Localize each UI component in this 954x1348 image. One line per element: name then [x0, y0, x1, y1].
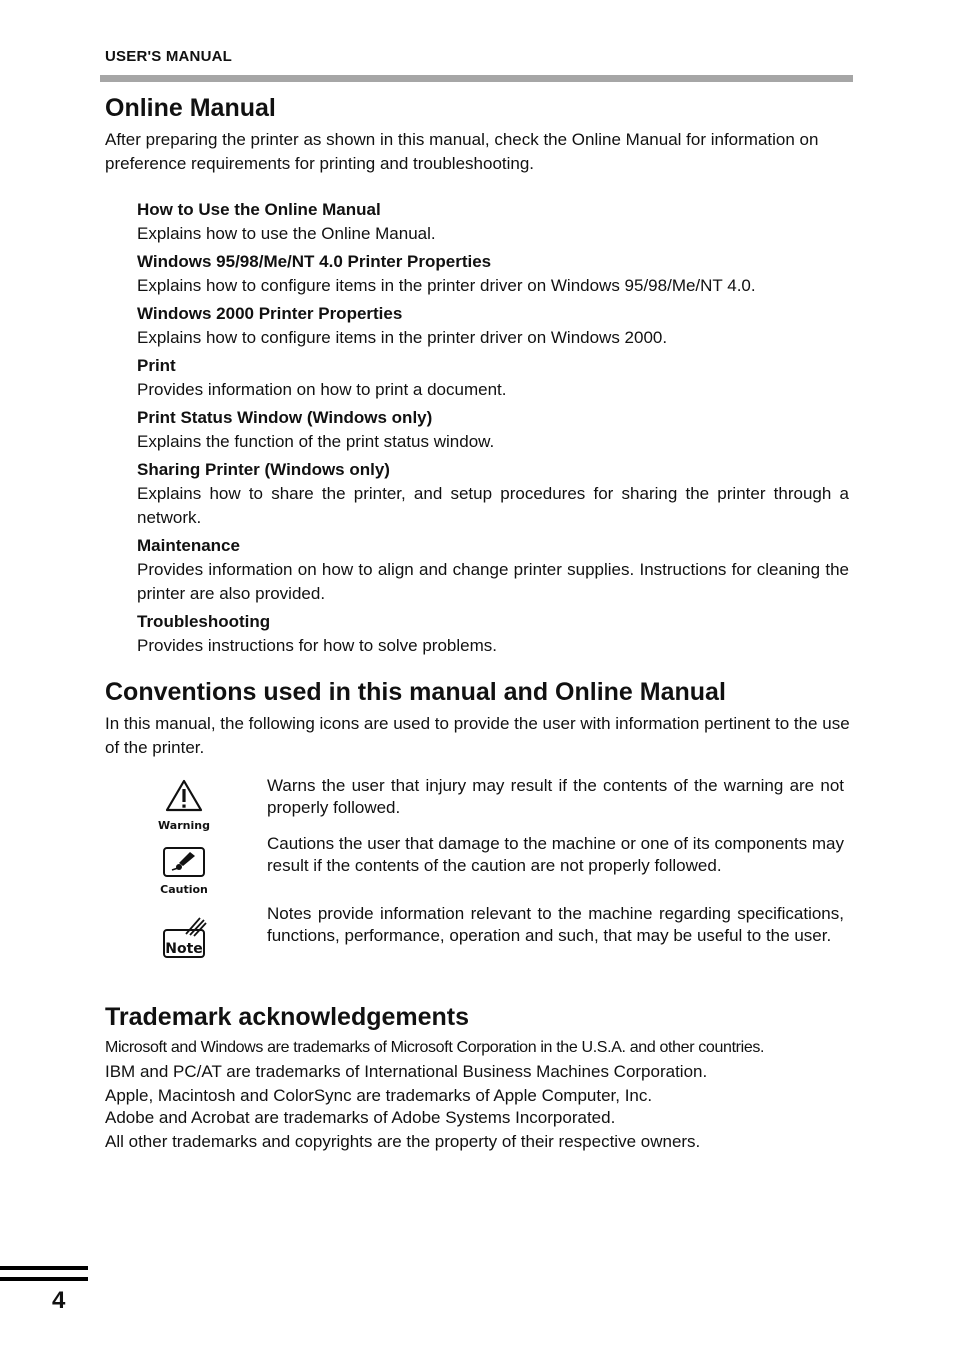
entry-description: Provides instructions for how to solve problems. [137, 636, 497, 655]
entry-description: Explains the function of the print status window. [137, 432, 495, 451]
entry-title: How to Use the Online Manual [137, 200, 381, 219]
header-divider [100, 75, 853, 82]
note-icon-block [150, 916, 218, 980]
section-title-conventions: Conventions used in this manual and Online Manual [105, 678, 726, 706]
list-item [137, 198, 849, 246]
list-item [137, 458, 849, 530]
footer-rule [0, 1277, 88, 1281]
section-title-online-manual: Online Manual [105, 94, 276, 122]
entry-title: Windows 95/98/Me/NT 4.0 Printer Properties [137, 252, 492, 271]
footer-rule [0, 1266, 88, 1270]
trademark-line: Apple, Macintosh and ColorSync are trademarks of Apple Computer, Inc. [105, 1086, 653, 1105]
trademark-line: All other trademarks and copyrights are the property of their respective owners. [105, 1132, 701, 1151]
caution-icon [150, 846, 218, 878]
section-title-trademarks: Trademark acknowledgements [105, 1003, 470, 1031]
entry-description: Explains how to configure items in the printer driver on Windows 95/98/Me/NT 4.0. [137, 276, 756, 295]
warning-icon-label: Warning [158, 819, 210, 832]
entry-title: Troubleshooting [137, 612, 271, 631]
list-item [137, 534, 849, 606]
trademark-line: Microsoft and Windows are trademarks of Microsoft Corporation in the U.S.A. and other countries. [105, 1039, 765, 1056]
entry-title: Sharing Printer (Windows only) [137, 460, 390, 479]
warning-icon [150, 778, 218, 814]
caution-icon-label: Caution [160, 883, 208, 896]
entry-title: Print Status Window (Windows only) [137, 408, 433, 427]
list-item [137, 406, 849, 454]
caution-icon-block [150, 846, 218, 910]
entry-description: Provides information on how to align and change printer supplies. Instructions for cleaning the printer are also provided. [137, 560, 849, 603]
list-item [137, 302, 849, 350]
entry-title: Windows 2000 Printer Properties [137, 304, 403, 323]
entry-description: Explains how to configure items in the printer driver on Windows 2000. [137, 328, 668, 347]
entry-title: Maintenance [137, 536, 240, 555]
warning-icon-block [150, 778, 218, 842]
entry-title: Print [137, 356, 176, 375]
online-manual-intro: After preparing the printer as shown in this manual, check the Online Manual for information on preference requirements for printing and troubleshooting. [105, 130, 819, 173]
note-icon [150, 916, 218, 960]
list-item [137, 610, 849, 658]
note-icon-text: Note [165, 941, 203, 957]
running-header: USER'S MANUAL [105, 48, 233, 65]
note-description: Notes provide information relevant to the machine regarding specifications, functions, performance, operation and such, that may be useful to the user. [267, 904, 844, 945]
trademark-line: IBM and PC/AT are trademarks of International Business Machines Corporation. [105, 1062, 708, 1081]
caution-description: Cautions the user that damage to the machine or one of its components may result if the contents of the caution are not properly followed. [267, 834, 844, 875]
trademark-line: Adobe and Acrobat are trademarks of Adobe Systems Incorporated. [105, 1108, 616, 1127]
conventions-intro: In this manual, the following icons are used to provide the user with information pertinent to the use of the printer. [105, 714, 850, 757]
page-number: 4 [52, 1287, 66, 1314]
list-item [137, 354, 849, 402]
entry-description: Explains how to use the Online Manual. [137, 224, 436, 243]
online-manual-entry-list [137, 198, 849, 662]
list-item [137, 250, 849, 298]
entry-description: Explains how to share the printer, and setup procedures for sharing the printer through a network. [137, 484, 849, 527]
entry-description: Provides information on how to print a document. [137, 380, 507, 399]
warning-description: Warns the user that injury may result if the contents of the warning are not properly followed. [267, 776, 844, 817]
